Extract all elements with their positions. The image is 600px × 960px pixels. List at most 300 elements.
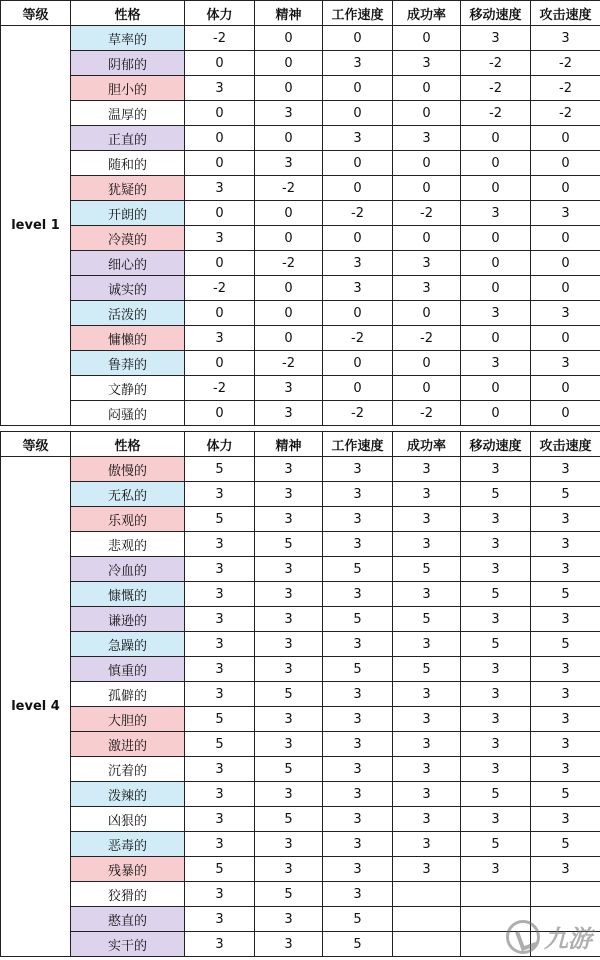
table-row [1,582,600,607]
personality-name: 慷慨的 [71,582,185,607]
stat-value: 3 [393,582,461,607]
stat-value: 5 [531,582,600,607]
stat-value: 3 [323,832,393,857]
level-label: level 4 [1,457,71,957]
stat-value: -2 [531,101,600,126]
stat-value: 3 [461,707,531,732]
table-row [1,326,600,351]
personality-name: 孤僻的 [71,682,185,707]
jiuyou-logo-icon [506,920,540,954]
table-row [1,682,600,707]
stat-value: 0 [323,101,393,126]
stat-value: -2 [255,351,323,376]
personality-name: 沉着的 [71,757,185,782]
table-row [1,807,600,832]
personality-name: 泼辣的 [71,782,185,807]
stat-value: 3 [531,457,600,482]
stat-value [461,882,531,907]
stat-value: 0 [531,251,600,276]
column-header: 性格 [71,432,185,457]
stat-value: 3 [393,251,461,276]
personality-name: 闷骚的 [71,401,185,426]
stat-value: 3 [185,682,255,707]
table-row [1,757,600,782]
table-row [1,251,600,276]
stat-value [393,932,461,957]
table-row [1,201,600,226]
stat-value: 3 [323,251,393,276]
stat-value: 3 [461,657,531,682]
stat-value: 3 [323,757,393,782]
stat-value: 0 [185,201,255,226]
stat-value: 5 [393,657,461,682]
personality-name: 鲁莽的 [71,351,185,376]
stat-value: 0 [461,376,531,401]
stat-value: 3 [185,632,255,657]
stat-value: 0 [461,126,531,151]
stat-value: 3 [393,507,461,532]
stat-value: 0 [185,301,255,326]
stat-value: 0 [255,226,323,251]
stat-value: 0 [461,251,531,276]
stat-value: 5 [461,632,531,657]
stat-value: 3 [461,857,531,882]
stat-value: 3 [531,732,600,757]
table-row [1,607,600,632]
column-header: 工作速度 [323,432,393,457]
stat-value: 3 [323,682,393,707]
stat-value: 3 [461,301,531,326]
personality-name: 乐观的 [71,507,185,532]
personality-name: 冷漠的 [71,226,185,251]
personality-name: 谦逊的 [71,607,185,632]
stat-value: 3 [531,507,600,532]
stat-value: 3 [185,907,255,932]
personality-name: 慎重的 [71,657,185,682]
personality-name: 激进的 [71,732,185,757]
stat-value: 5 [255,807,323,832]
watermark-text: 九游 [544,925,592,953]
stat-value: 3 [323,807,393,832]
stat-value: 5 [255,532,323,557]
stat-value: 0 [531,126,600,151]
stat-value: 0 [185,151,255,176]
stat-value: 3 [323,51,393,76]
stat-value: 3 [255,707,323,732]
table-row [1,151,600,176]
stat-value: 5 [461,832,531,857]
stat-value: 3 [393,632,461,657]
stat-value: 3 [185,76,255,101]
stat-value: 3 [461,557,531,582]
table-row [1,276,600,301]
stat-value: 3 [255,657,323,682]
stat-value: 0 [531,151,600,176]
stat-value: 3 [323,482,393,507]
personality-name: 残暴的 [71,857,185,882]
stat-value: 3 [185,582,255,607]
stat-value: 3 [185,757,255,782]
table-row [1,76,600,101]
stat-value: -2 [531,76,600,101]
stat-value: 3 [461,201,531,226]
stat-value: 3 [393,457,461,482]
stat-value: 5 [393,607,461,632]
stat-value: 0 [531,176,600,201]
stat-value: 3 [461,807,531,832]
personality-name: 细心的 [71,251,185,276]
stat-value: 5 [255,682,323,707]
stat-value: 3 [255,932,323,957]
stat-value: 3 [531,807,600,832]
header-row [1,432,600,457]
stat-value: -2 [461,76,531,101]
stat-value: 3 [255,782,323,807]
stat-value: 0 [255,201,323,226]
stat-value: 3 [255,582,323,607]
stat-value: 3 [255,557,323,582]
stat-value: 3 [393,807,461,832]
stat-value: 0 [185,401,255,426]
stat-value: 3 [531,201,600,226]
stat-value: 3 [461,757,531,782]
personality-name: 阴郁的 [71,51,185,76]
stat-value: 0 [393,226,461,251]
stat-value: 3 [185,482,255,507]
stat-value: 3 [393,532,461,557]
stat-value: 5 [461,582,531,607]
column-header: 体力 [185,1,255,26]
table-row [1,507,600,532]
stat-value: 0 [531,401,600,426]
stat-value: 0 [323,26,393,51]
stat-value: 3 [323,882,393,907]
stat-value: 3 [393,857,461,882]
stat-value: 0 [531,376,600,401]
stat-value: 3 [461,532,531,557]
stat-value: 3 [255,632,323,657]
table-row [1,176,600,201]
personality-name: 无私的 [71,482,185,507]
stat-value: 0 [461,176,531,201]
stat-value: 5 [185,732,255,757]
stat-value: 3 [461,351,531,376]
stat-value: 3 [185,176,255,201]
stat-value: 3 [185,657,255,682]
stat-value: 3 [393,757,461,782]
table-row [1,532,600,557]
personality-name: 狡猾的 [71,882,185,907]
stat-value: 5 [255,882,323,907]
table-row [1,632,600,657]
stat-value: -2 [393,401,461,426]
stat-value: 5 [185,457,255,482]
stat-value: 5 [185,857,255,882]
stat-value: 3 [323,276,393,301]
stat-value: 0 [531,226,600,251]
personality-name: 文静的 [71,376,185,401]
personality-name: 犹疑的 [71,176,185,201]
stat-value: 0 [323,151,393,176]
personality-table-level-1 [0,0,600,426]
stat-value: 5 [461,482,531,507]
stat-value: 5 [185,707,255,732]
stat-value: 0 [323,76,393,101]
column-header: 性格 [71,1,185,26]
stat-value: 0 [393,101,461,126]
stat-value: 0 [461,151,531,176]
column-header: 攻击速度 [531,1,600,26]
personality-table-level-4 [0,431,600,957]
column-header: 成功率 [393,432,461,457]
stat-value: 0 [185,251,255,276]
personality-name: 悲观的 [71,532,185,557]
stat-value: 0 [461,276,531,301]
stat-value: 5 [323,607,393,632]
stat-value: -2 [185,26,255,51]
stat-value: 0 [255,26,323,51]
personality-name: 随和的 [71,151,185,176]
stat-value: 5 [461,782,531,807]
stat-value: 3 [393,276,461,301]
personality-name: 诚实的 [71,276,185,301]
stat-value: 3 [255,482,323,507]
stat-value: 5 [323,907,393,932]
watermark [506,919,592,954]
stat-value: 0 [323,351,393,376]
personality-name: 胆小的 [71,76,185,101]
stat-value: 5 [323,657,393,682]
stat-value: 3 [255,832,323,857]
stat-value: 3 [185,557,255,582]
table-row [1,401,600,426]
stat-value: 3 [531,707,600,732]
column-header: 成功率 [393,1,461,26]
personality-name: 急躁的 [71,632,185,657]
personality-name: 慵懒的 [71,326,185,351]
column-header: 工作速度 [323,1,393,26]
stat-value: 5 [531,482,600,507]
stat-value: 3 [323,632,393,657]
column-header: 体力 [185,432,255,457]
stat-value: 3 [323,532,393,557]
table-row [1,657,600,682]
stat-value: 3 [531,857,600,882]
stat-value: 0 [461,401,531,426]
level-label: level 1 [1,26,71,426]
stat-value: 3 [323,782,393,807]
table-row [1,732,600,757]
stat-value: -2 [531,51,600,76]
stat-value: -2 [255,176,323,201]
stat-value: 3 [185,607,255,632]
table-row [1,857,600,882]
stat-value: 3 [323,582,393,607]
stat-value: -2 [323,201,393,226]
table-row [1,376,600,401]
stat-value: 3 [255,401,323,426]
table-row [1,101,600,126]
stat-value: 3 [323,126,393,151]
stat-value: 3 [255,376,323,401]
stat-value: 3 [323,457,393,482]
stat-value: 0 [393,376,461,401]
stat-value: 5 [255,757,323,782]
stat-value [531,882,600,907]
personality-name: 恶毒的 [71,832,185,857]
personality-name: 实干的 [71,932,185,957]
stat-value: 0 [255,76,323,101]
stat-value: 0 [393,301,461,326]
table-row [1,832,600,857]
stat-value: 0 [323,301,393,326]
stat-value: 5 [323,932,393,957]
stat-value: 3 [185,882,255,907]
stat-value: -2 [323,326,393,351]
stat-value [393,907,461,932]
stat-value: 5 [185,507,255,532]
stat-value: 3 [531,607,600,632]
stat-value: 3 [461,682,531,707]
table-row [1,482,600,507]
stat-value: 0 [393,26,461,51]
stat-value: 0 [323,376,393,401]
table-row [1,26,600,51]
stat-value: -2 [323,401,393,426]
stat-value: 3 [185,807,255,832]
stat-value: -2 [185,276,255,301]
stat-value: 3 [531,657,600,682]
stat-value: 5 [531,632,600,657]
stat-value: 0 [323,176,393,201]
stat-value: 3 [393,782,461,807]
table-row [1,457,600,482]
stat-value: 0 [393,76,461,101]
stat-value: 3 [393,732,461,757]
stat-value: 3 [255,732,323,757]
personality-name: 憨直的 [71,907,185,932]
table-row [1,782,600,807]
column-header: 精神 [255,1,323,26]
stat-value: 3 [185,226,255,251]
stat-value: 3 [255,857,323,882]
personality-name: 正直的 [71,126,185,151]
stat-value: 0 [461,326,531,351]
stat-value: 3 [323,857,393,882]
stat-value: 5 [531,782,600,807]
stat-value: 3 [393,126,461,151]
stat-value: 3 [185,932,255,957]
stat-value: 0 [185,351,255,376]
column-header: 精神 [255,432,323,457]
stat-value: 3 [461,732,531,757]
column-header: 攻击速度 [531,432,600,457]
table-row [1,301,600,326]
header-row [1,1,600,26]
stat-value: 0 [185,51,255,76]
table-row [1,557,600,582]
column-header: 等级 [1,1,71,26]
personality-name: 活泼的 [71,301,185,326]
personality-name: 傲慢的 [71,457,185,482]
stat-value: 3 [531,557,600,582]
stat-value: -2 [393,201,461,226]
table-row [1,882,600,907]
table-row [1,51,600,76]
personality-name: 开朗的 [71,201,185,226]
stat-value: 5 [323,557,393,582]
stat-value: 3 [255,151,323,176]
stat-value: 0 [185,126,255,151]
personality-name: 冷血的 [71,557,185,582]
stat-value: 3 [255,607,323,632]
stat-value: 3 [323,732,393,757]
stat-value: -2 [255,251,323,276]
personality-name: 温厚的 [71,101,185,126]
stat-value: 3 [531,301,600,326]
stat-value: 3 [255,907,323,932]
stat-value: 3 [531,682,600,707]
stat-value: 0 [531,276,600,301]
stat-value: 3 [531,351,600,376]
personality-name: 大胆的 [71,707,185,732]
stat-value: 3 [531,757,600,782]
stat-value: 3 [531,26,600,51]
stat-value: 3 [323,507,393,532]
stat-value [393,882,461,907]
stat-value: 0 [255,126,323,151]
stat-value: 3 [461,457,531,482]
column-header: 移动速度 [461,432,531,457]
stat-value: 0 [255,326,323,351]
stat-value: 3 [255,101,323,126]
stat-value: -2 [461,51,531,76]
stat-value: 3 [461,607,531,632]
table-row [1,707,600,732]
stat-value: 3 [185,832,255,857]
column-header: 等级 [1,432,71,457]
stat-value: 0 [461,226,531,251]
stat-value: 0 [531,326,600,351]
stat-value: -2 [461,101,531,126]
stat-value: -2 [393,326,461,351]
table-row [1,126,600,151]
stat-value: 0 [185,101,255,126]
stat-value: 3 [393,482,461,507]
stat-value: 5 [393,557,461,582]
stat-value: 3 [393,682,461,707]
stat-value: -2 [185,376,255,401]
personality-name: 凶狠的 [71,807,185,832]
stat-value: 3 [461,507,531,532]
stat-value: 3 [185,782,255,807]
stat-value: 0 [393,151,461,176]
stat-value: 3 [255,457,323,482]
stat-value: 0 [393,176,461,201]
stat-value: 0 [255,276,323,301]
stat-value: 3 [255,507,323,532]
stat-value: 3 [185,326,255,351]
personality-name: 草率的 [71,26,185,51]
stat-value: 0 [255,51,323,76]
column-header: 移动速度 [461,1,531,26]
stat-value: 3 [393,51,461,76]
stat-value: 3 [323,707,393,732]
stat-value: 3 [393,832,461,857]
table-row [1,351,600,376]
stat-value: 3 [461,26,531,51]
stat-value: 3 [393,707,461,732]
